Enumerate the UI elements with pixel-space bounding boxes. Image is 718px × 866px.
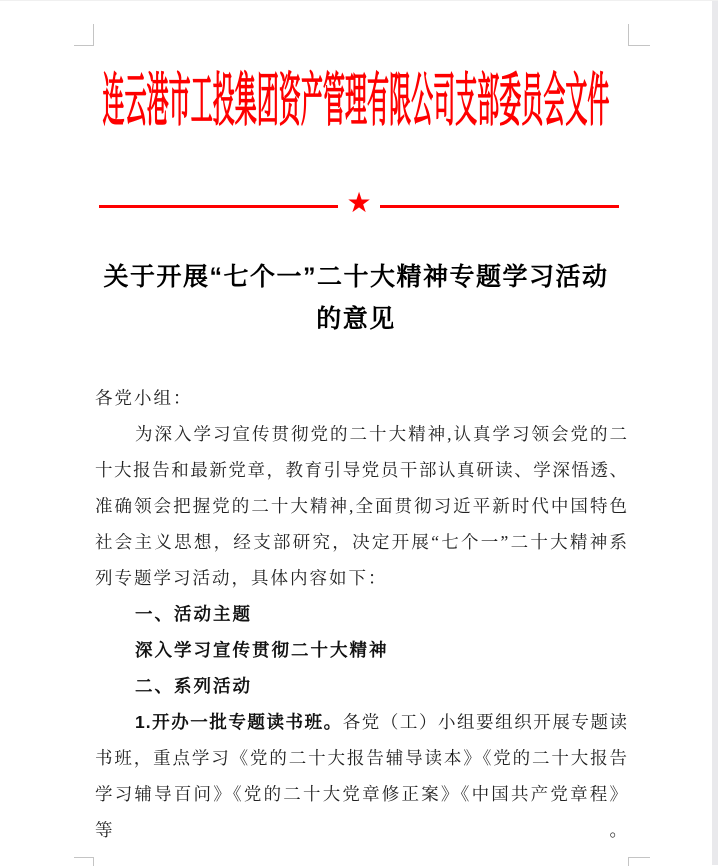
divider-line-right [380,205,619,208]
body-line [95,704,628,740]
text-boundary-mark-top-right [628,24,650,46]
letterhead [0,69,712,133]
document-title [42,256,670,340]
red-divider [99,186,619,220]
body-line: 为深入学习宣传贯彻党的二十大精神,认真学习领会党的二 [135,424,628,444]
section-theme: 深入学习宣传贯彻二十大精神 [135,640,389,660]
document-body [95,380,628,848]
letterhead-title: 连云港市工投集团资产管理有限公司支部委员会文件 [102,67,610,133]
salutation: 各党小组： [95,388,193,408]
document-title-line2: 的意见 [316,305,396,333]
star-icon: ★ [346,186,372,219]
item-1-lead: 1.开办一批专题读书班。 [135,712,343,732]
section-heading-2: 二、系列活动 [135,676,252,696]
document-title-line1: 关于开展“七个一”二十大精神专题学习活动 [103,263,609,291]
body-line: 准确领会把握党的二十大精神,全面贯彻习近平新时代中国特色 [95,496,628,516]
document-page [0,1,718,865]
body-line: 书班，重点学习《党的二十大报告辅导读本》《党的二十大报告 [95,748,628,768]
item-1-text: 各党（工）小组要组织开展专题读 [342,712,628,732]
body-line: 学习辅导百问》《党的二十大党章修正案》《中国共产党章程》等。 [95,784,628,840]
text-boundary-mark-top-left [74,24,94,46]
scrollbar-track[interactable] [712,1,718,865]
body-line: 列专题学习活动，具体内容如下： [95,568,388,588]
body-line: 十大报告和最新党章，教育引导党员干部认真研读、学深悟透、 [95,460,628,480]
section-heading-1: 一、活动主题 [135,604,252,624]
divider-line-left [99,205,338,208]
body-line: 社会主义思想，经支部研究，决定开展“七个一”二十大精神系 [95,532,628,552]
